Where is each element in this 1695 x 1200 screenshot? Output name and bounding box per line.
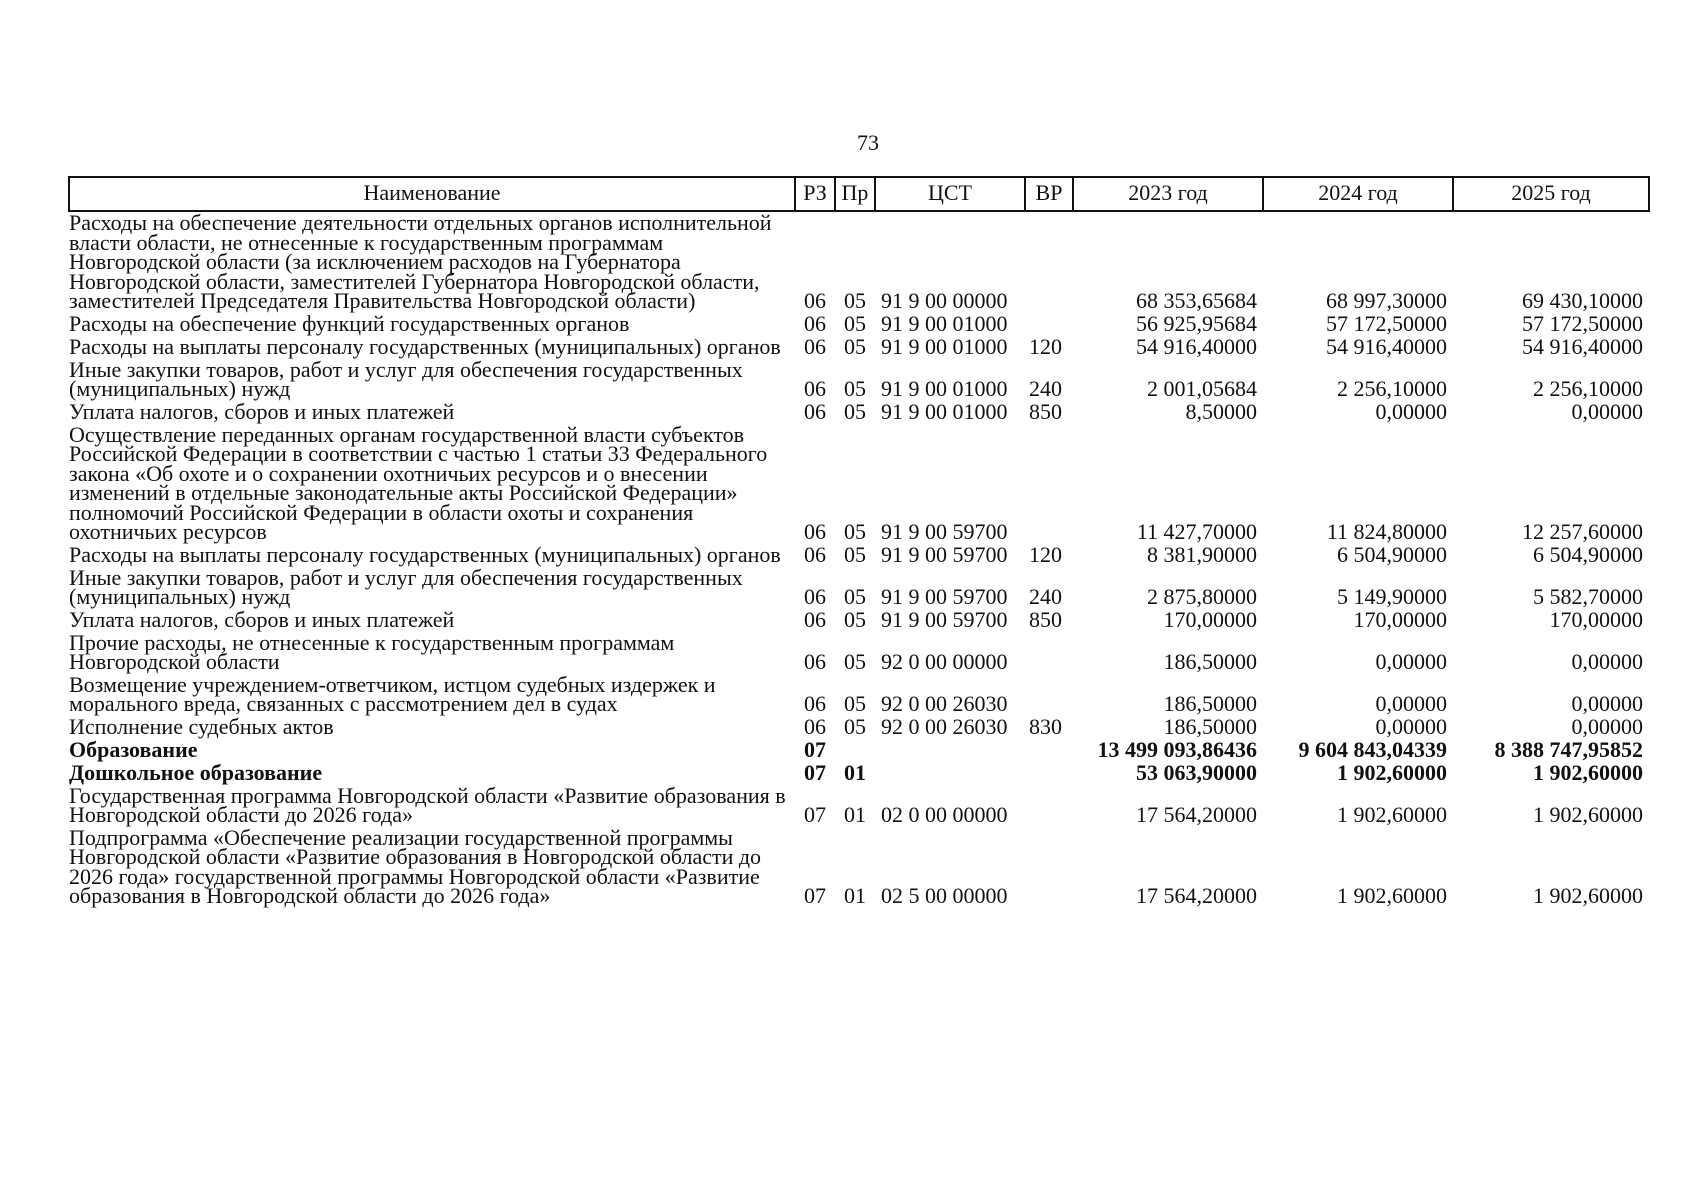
header-cst: ЦСТ — [875, 177, 1025, 211]
row-amount-2024: 1 902,60000 — [1337, 759, 1447, 785]
table-row — [69, 674, 1649, 716]
row-amount-2024: 6 504,90000 — [1337, 541, 1447, 567]
row-amount-2024: 1 902,60000 — [1337, 882, 1447, 908]
row-rz: 06 — [804, 310, 826, 336]
row-amount-2025: 1 902,60000 — [1533, 801, 1643, 827]
row-name: Возмещение учреждением-ответчиком, истцом судебных издержек и морального вреда, связанных с рассмотрением дел в судах — [69, 671, 716, 716]
row-amount-2025: 69 430,10000 — [1522, 287, 1643, 313]
row-amount-2023: 186,50000 — [1163, 713, 1257, 739]
row-rz: 07 — [804, 801, 826, 827]
row-rz: 06 — [804, 398, 826, 424]
budget-table — [68, 176, 1650, 908]
row-amount-2024: 0,00000 — [1375, 398, 1447, 424]
row-amount-2023: 2 001,05684 — [1147, 375, 1257, 401]
table-row — [69, 609, 1649, 632]
row-vr — [1025, 424, 1073, 544]
table-row — [69, 716, 1649, 739]
row-amount-2024: 0,00000 — [1375, 648, 1447, 674]
row-amount-2025: 8 388 747,95852 — [1494, 736, 1643, 762]
row-amount-2024: 170,00000 — [1353, 606, 1447, 632]
table-row — [69, 544, 1649, 567]
row-cst: 02 5 00 00000 — [881, 882, 1008, 908]
row-rz: 06 — [804, 583, 826, 609]
row-name: Уплата налогов, сборов и иных платежей — [69, 607, 455, 632]
row-amount-2023: 56 925,95684 — [1136, 310, 1257, 336]
header-rz: РЗ — [795, 177, 835, 211]
row-cst: 91 9 00 01000 — [881, 333, 1008, 359]
row-pr: 05 — [844, 583, 866, 609]
row-amount-2023: 186,50000 — [1163, 690, 1257, 716]
row-cst: 91 9 00 00000 — [881, 287, 1008, 313]
row-name: Дошкольное образование — [69, 760, 323, 785]
row-amount-2023: 11 427,70000 — [1136, 518, 1257, 544]
row-cst: 02 0 00 00000 — [881, 801, 1008, 827]
table-row — [69, 211, 1649, 313]
row-vr — [1025, 762, 1073, 785]
row-name: Расходы на выплаты персоналу государственных (муниципальных) органов — [69, 542, 781, 567]
row-amount-2023: 8 381,90000 — [1147, 541, 1257, 567]
row-vr — [1025, 785, 1073, 827]
table-row — [69, 785, 1649, 827]
row-amount-2023: 17 564,20000 — [1136, 801, 1257, 827]
row-name: Прочие расходы, не отнесенные к государственным программам Новгородской области — [69, 629, 675, 674]
row-amount-2025: 12 257,60000 — [1522, 518, 1643, 544]
row-rz: 06 — [804, 333, 826, 359]
row-pr — [835, 739, 875, 762]
row-amount-2025: 57 172,50000 — [1522, 310, 1643, 336]
row-amount-2023: 13 499 093,86436 — [1097, 736, 1257, 762]
row-rz: 06 — [804, 541, 826, 567]
row-amount-2025: 1 902,60000 — [1533, 882, 1643, 908]
row-amount-2023: 53 063,90000 — [1136, 759, 1257, 785]
header-name: Наименование — [69, 177, 795, 211]
row-amount-2025: 54 916,40000 — [1522, 333, 1643, 359]
page-number: 73 — [857, 130, 879, 155]
row-name: Государственная программа Новгородской области «Развитие образования в Новгородской области до 2026 года» — [69, 782, 786, 827]
table-row — [69, 313, 1649, 336]
row-pr: 05 — [844, 713, 866, 739]
row-name: Расходы на обеспечение функций государственных органов — [69, 311, 630, 336]
row-cst — [875, 762, 1025, 785]
row-vr: 850 — [1029, 606, 1062, 632]
row-pr: 05 — [844, 690, 866, 716]
row-rz: 06 — [804, 648, 826, 674]
row-rz: 06 — [804, 606, 826, 632]
row-rz: 07 — [804, 759, 826, 785]
row-name: Подпрограмма «Обеспечение реализации государственной программы Новгородской области «Развитие образования в Новгородской области до 2026 года» государственной программы Новгородской области «Развитие образования в Новгородской области до 2026 года» — [69, 824, 762, 908]
row-cst: 91 9 00 59700 — [881, 583, 1008, 609]
row-name: Образование — [69, 737, 198, 762]
table-row — [69, 424, 1649, 544]
row-cst — [875, 739, 1025, 762]
row-rz: 07 — [804, 882, 826, 908]
table-row — [69, 632, 1649, 674]
row-vr: 240 — [1029, 583, 1062, 609]
header-vr: ВР — [1025, 177, 1073, 211]
row-name: Исполнение судебных актов — [69, 714, 334, 739]
row-amount-2025: 0,00000 — [1571, 690, 1643, 716]
row-rz: 06 — [804, 287, 826, 313]
row-amount-2025: 170,00000 — [1549, 606, 1643, 632]
table-row — [69, 567, 1649, 609]
row-name: Иные закупки товаров, работ и услуг для обеспечения государственных (муниципальных) нужд — [69, 356, 743, 401]
row-amount-2025: 5 582,70000 — [1533, 583, 1643, 609]
header-2024: 2024 год — [1263, 177, 1453, 211]
header-2023: 2023 год — [1073, 177, 1263, 211]
row-name: Расходы на выплаты персоналу государственных (муниципальных) органов — [69, 334, 781, 359]
row-pr: 05 — [844, 606, 866, 632]
header-pr: Пр — [835, 177, 875, 211]
row-amount-2024: 0,00000 — [1375, 713, 1447, 739]
row-pr: 01 — [844, 801, 866, 827]
row-cst: 91 9 00 59700 — [881, 606, 1008, 632]
row-amount-2024: 68 997,30000 — [1326, 287, 1447, 313]
table-row — [69, 359, 1649, 401]
table-row — [69, 739, 1649, 762]
row-amount-2024: 11 824,80000 — [1326, 518, 1447, 544]
row-amount-2023: 54 916,40000 — [1136, 333, 1257, 359]
row-name: Иные закупки товаров, работ и услуг для обеспечения государственных (муниципальных) нужд — [69, 564, 743, 609]
row-rz: 06 — [804, 375, 826, 401]
table-body — [69, 211, 1649, 908]
row-vr — [1025, 632, 1073, 674]
table-row — [69, 401, 1649, 424]
row-pr: 05 — [844, 287, 866, 313]
row-vr — [1025, 313, 1073, 336]
row-pr: 01 — [844, 882, 866, 908]
table-row — [69, 762, 1649, 785]
row-rz: 06 — [804, 713, 826, 739]
row-vr: 830 — [1029, 713, 1062, 739]
row-name: Расходы на обеспечение деятельности отдельных органов исполнительной власти области, не отнесенные к государственным программам Новгородской области (за исключением расходов на Губернатора Новгородской области, заместителей Губернатора Новгородской области, заместителей Председателя Правительства Новгородской области) — [69, 210, 772, 313]
row-cst: 92 0 00 26030 — [881, 690, 1008, 716]
header-2025: 2025 год — [1453, 177, 1649, 211]
row-vr: 850 — [1029, 398, 1062, 424]
row-cst: 91 9 00 01000 — [881, 398, 1008, 424]
row-cst: 92 0 00 26030 — [881, 713, 1008, 739]
row-pr: 05 — [844, 375, 866, 401]
row-pr: 05 — [844, 333, 866, 359]
row-pr: 05 — [844, 648, 866, 674]
row-rz: 06 — [804, 518, 826, 544]
row-cst: 91 9 00 59700 — [881, 518, 1008, 544]
row-pr: 01 — [844, 759, 866, 785]
row-amount-2023: 17 564,20000 — [1136, 882, 1257, 908]
row-pr: 05 — [844, 398, 866, 424]
row-pr: 05 — [844, 518, 866, 544]
row-vr — [1025, 739, 1073, 762]
row-cst: 91 9 00 01000 — [881, 375, 1008, 401]
row-amount-2024: 1 902,60000 — [1337, 801, 1447, 827]
row-amount-2023: 8,50000 — [1185, 398, 1257, 424]
row-amount-2024: 57 172,50000 — [1326, 310, 1447, 336]
row-amount-2025: 6 504,90000 — [1533, 541, 1643, 567]
row-amount-2024: 54 916,40000 — [1326, 333, 1447, 359]
row-amount-2023: 2 875,80000 — [1147, 583, 1257, 609]
row-cst: 92 0 00 00000 — [881, 648, 1008, 674]
row-vr — [1025, 827, 1073, 908]
row-amount-2025: 0,00000 — [1571, 713, 1643, 739]
row-vr: 120 — [1029, 541, 1062, 567]
row-vr: 240 — [1029, 375, 1062, 401]
row-amount-2025: 1 902,60000 — [1533, 759, 1643, 785]
row-cst: 91 9 00 01000 — [881, 310, 1008, 336]
table-header — [69, 177, 1649, 211]
row-vr — [1025, 674, 1073, 716]
row-amount-2023: 68 353,65684 — [1136, 287, 1257, 313]
row-pr: 05 — [844, 310, 866, 336]
row-rz: 07 — [804, 736, 826, 762]
row-amount-2024: 5 149,90000 — [1337, 583, 1447, 609]
row-amount-2025: 2 256,10000 — [1533, 375, 1643, 401]
row-name: Осуществление переданных органам государственной власти субъектов Российской Федерации в соответствии с частью 1 статьи 33 Федерального закона «Об охоте и о сохранении охотничьих ресурсов и о внесении изменений в отдельные законодательные акты Российской Федерации» полномочий Российской Федерации в области охоты и сохранения охотничьих ресурсов — [69, 421, 768, 544]
row-amount-2023: 186,50000 — [1163, 648, 1257, 674]
row-vr: 120 — [1029, 333, 1062, 359]
table-row — [69, 336, 1649, 359]
table-row — [69, 827, 1649, 908]
row-amount-2024: 0,00000 — [1375, 690, 1447, 716]
row-amount-2025: 0,00000 — [1571, 648, 1643, 674]
row-amount-2025: 0,00000 — [1571, 398, 1643, 424]
row-rz: 06 — [804, 690, 826, 716]
row-pr: 05 — [844, 541, 866, 567]
row-vr — [1025, 211, 1073, 313]
row-amount-2024: 9 604 843,04339 — [1298, 736, 1447, 762]
row-amount-2024: 2 256,10000 — [1337, 375, 1447, 401]
row-name: Уплата налогов, сборов и иных платежей — [69, 399, 455, 424]
row-amount-2023: 170,00000 — [1163, 606, 1257, 632]
row-cst: 91 9 00 59700 — [881, 541, 1008, 567]
